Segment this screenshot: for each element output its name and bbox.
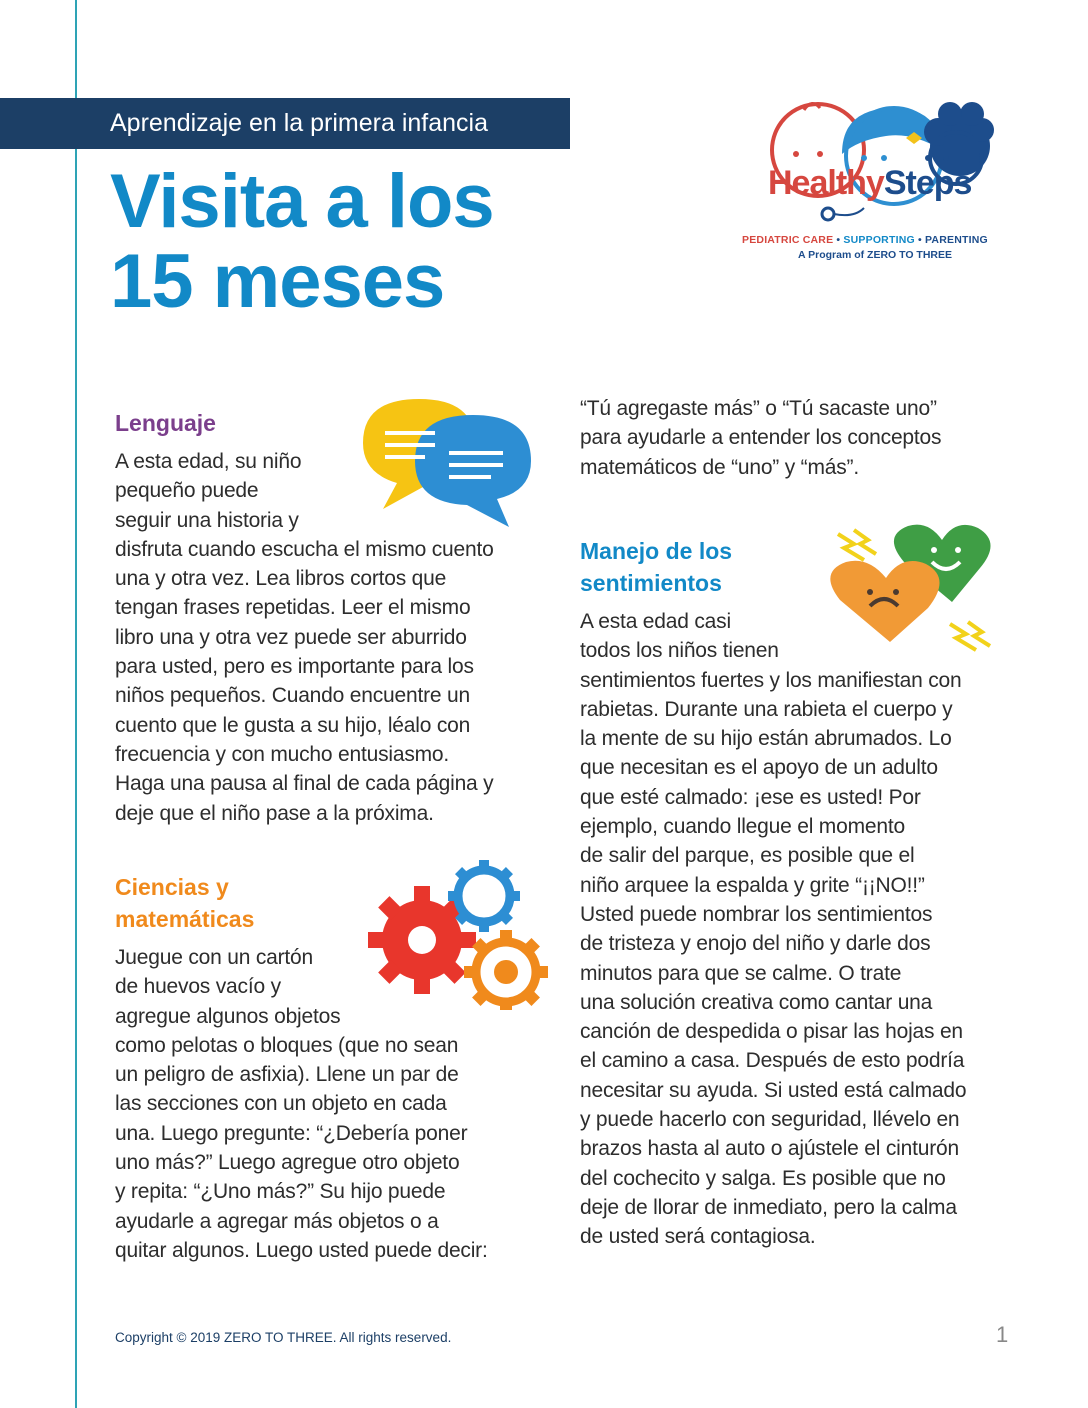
healthysteps-logo bbox=[738, 96, 1014, 266]
text-line: un peligro de asfixia). Llene un par de bbox=[115, 1063, 459, 1087]
text-line: A esta edad casi bbox=[580, 610, 731, 633]
text-line: una y otra vez. Lea libros cortos que bbox=[115, 567, 447, 591]
header-banner: Aprendizaje en la primera infancia bbox=[0, 98, 570, 149]
text-line: una. Luego pregunte: “¿Debería poner bbox=[115, 1121, 468, 1145]
text-line: y puede hacerlo con seguridad, llévelo en bbox=[580, 1108, 960, 1132]
text-line: cuento que le gusta a su hijo, léalo con bbox=[115, 713, 471, 737]
logo-wordmark bbox=[768, 164, 971, 203]
section-title-line: Ciencias y bbox=[115, 874, 229, 900]
page-number: 1 bbox=[996, 1322, 1009, 1347]
text-line: pequeño puede bbox=[115, 479, 259, 503]
logo-tagline-pediatric: PEDIATRIC CARE bbox=[742, 234, 834, 246]
text-line: niño arquee la espalda y grite “¡¡NO!!” bbox=[580, 873, 925, 897]
logo-tagline bbox=[742, 234, 988, 246]
text-line: Haga una pausa al final de cada página y bbox=[115, 772, 494, 796]
text-line: minutos para que se calme. O trate bbox=[580, 961, 902, 985]
text-line: la mente de su hijo están abrumados. Lo bbox=[580, 727, 952, 751]
section-title-line: sentimientos bbox=[580, 570, 722, 596]
text-line: ayudarle a agregar más objetos o a bbox=[115, 1209, 439, 1233]
section-title-line: Manejo de los bbox=[580, 538, 733, 564]
text-line: del cochecito y salga. Es posible que no bbox=[580, 1166, 946, 1190]
text-line: tengan frases repetidas. Leer el mismo bbox=[115, 596, 471, 620]
logo-word-healthy: Healthy bbox=[768, 164, 884, 202]
section-title-sentimientos bbox=[580, 535, 732, 599]
text-line: agregue algunos objetos bbox=[115, 1004, 341, 1028]
section-body-lenguaje bbox=[115, 447, 494, 828]
text-line: frecuencia y con mucho entusiasmo. bbox=[115, 742, 450, 766]
text-line: seguir una historia y bbox=[115, 508, 299, 532]
section-body-sentimientos bbox=[580, 607, 966, 1252]
page-title bbox=[110, 159, 494, 324]
text-line: que necesitan es el apoyo de un adulto bbox=[580, 756, 938, 780]
text-line: A esta edad, su niño bbox=[115, 450, 302, 473]
section-title-line: matemáticas bbox=[115, 906, 255, 932]
text-line: disfruta cuando escucha el mismo cuento bbox=[115, 537, 494, 561]
logo-tagline-bullet: • bbox=[836, 234, 841, 246]
text-line: de huevos vacío y bbox=[115, 975, 281, 999]
text-line: de tristeza y enojo del niño y darle dos bbox=[580, 932, 931, 956]
text-line: libro una y otra vez puede ser aburrido bbox=[115, 625, 467, 649]
logo-word-steps: Steps bbox=[883, 164, 972, 202]
text-line: brazos hasta al auto o ajústele el cinturón bbox=[580, 1137, 959, 1161]
text-line: una solución creativa como cantar una bbox=[580, 990, 933, 1014]
text-line: que esté calmado: ¡ese es usted! Por bbox=[580, 785, 921, 809]
text-line: uno más?” Luego agregue otro objeto bbox=[115, 1151, 460, 1175]
logo-tagline-parenting: PARENTING bbox=[925, 234, 988, 246]
page-title-line: Visita a los bbox=[110, 159, 494, 244]
text-line: deje de llorar de inmediato, pero la calma bbox=[580, 1195, 957, 1219]
text-line: niños pequeños. Cuando encuentre un bbox=[115, 684, 470, 708]
text-line: de usted será contagiosa. bbox=[580, 1225, 816, 1249]
text-line: matemáticos de “uno” y “más”. bbox=[580, 455, 859, 479]
section-body-ciencias-continued bbox=[580, 394, 941, 482]
logo-program: A Program of ZERO TO THREE bbox=[798, 249, 953, 261]
section-title-ciencias bbox=[115, 871, 254, 935]
text-line: todos los niños tienen bbox=[580, 639, 779, 663]
section-title-lenguaje: Lenguaje bbox=[115, 410, 216, 436]
page-title-line: 15 meses bbox=[110, 239, 445, 324]
text-line: Usted puede nombrar los sentimientos bbox=[580, 902, 933, 926]
text-line: como pelotas o bloques (que no sean bbox=[115, 1033, 459, 1057]
text-line: Juegue con un cartón bbox=[115, 946, 313, 969]
logo-tagline-bullet: • bbox=[917, 234, 922, 246]
text-line: y repita: “¿Uno más?” Su hijo puede bbox=[115, 1180, 446, 1204]
text-line: “Tú agregaste más” o “Tú sacaste uno” bbox=[580, 397, 937, 420]
text-line: para ayudarle a entender los conceptos bbox=[580, 426, 942, 450]
text-line: necesitar su ayuda. Si usted está calmado bbox=[580, 1078, 967, 1102]
section-body-ciencias bbox=[115, 943, 488, 1265]
text-line: de salir del parque, es posible que el bbox=[580, 844, 915, 868]
logo-tagline-supporting: SUPPORTING bbox=[843, 234, 915, 246]
footer-copyright: Copyright © 2019 ZERO TO THREE. All rights reserved. bbox=[115, 1330, 452, 1345]
text-line: rabietas. Durante una rabieta el cuerpo y bbox=[580, 697, 953, 721]
text-line: deje que el niño pase a la próxima. bbox=[115, 801, 434, 825]
text-line: sentimientos fuertes y los manifiestan con bbox=[580, 668, 962, 692]
text-line: el camino a casa. Después de esto podría bbox=[580, 1049, 965, 1073]
text-line: para usted, pero es importante para los bbox=[115, 655, 474, 679]
text-line: las secciones con un objeto en cada bbox=[115, 1092, 447, 1116]
text-line: ejemplo, cuando llegue el momento bbox=[580, 815, 905, 839]
text-line: canción de despedida o pisar las hojas en bbox=[580, 1020, 963, 1044]
margin-rule bbox=[75, 0, 77, 1408]
text-line: quitar algunos. Luego usted puede decir: bbox=[115, 1238, 488, 1262]
